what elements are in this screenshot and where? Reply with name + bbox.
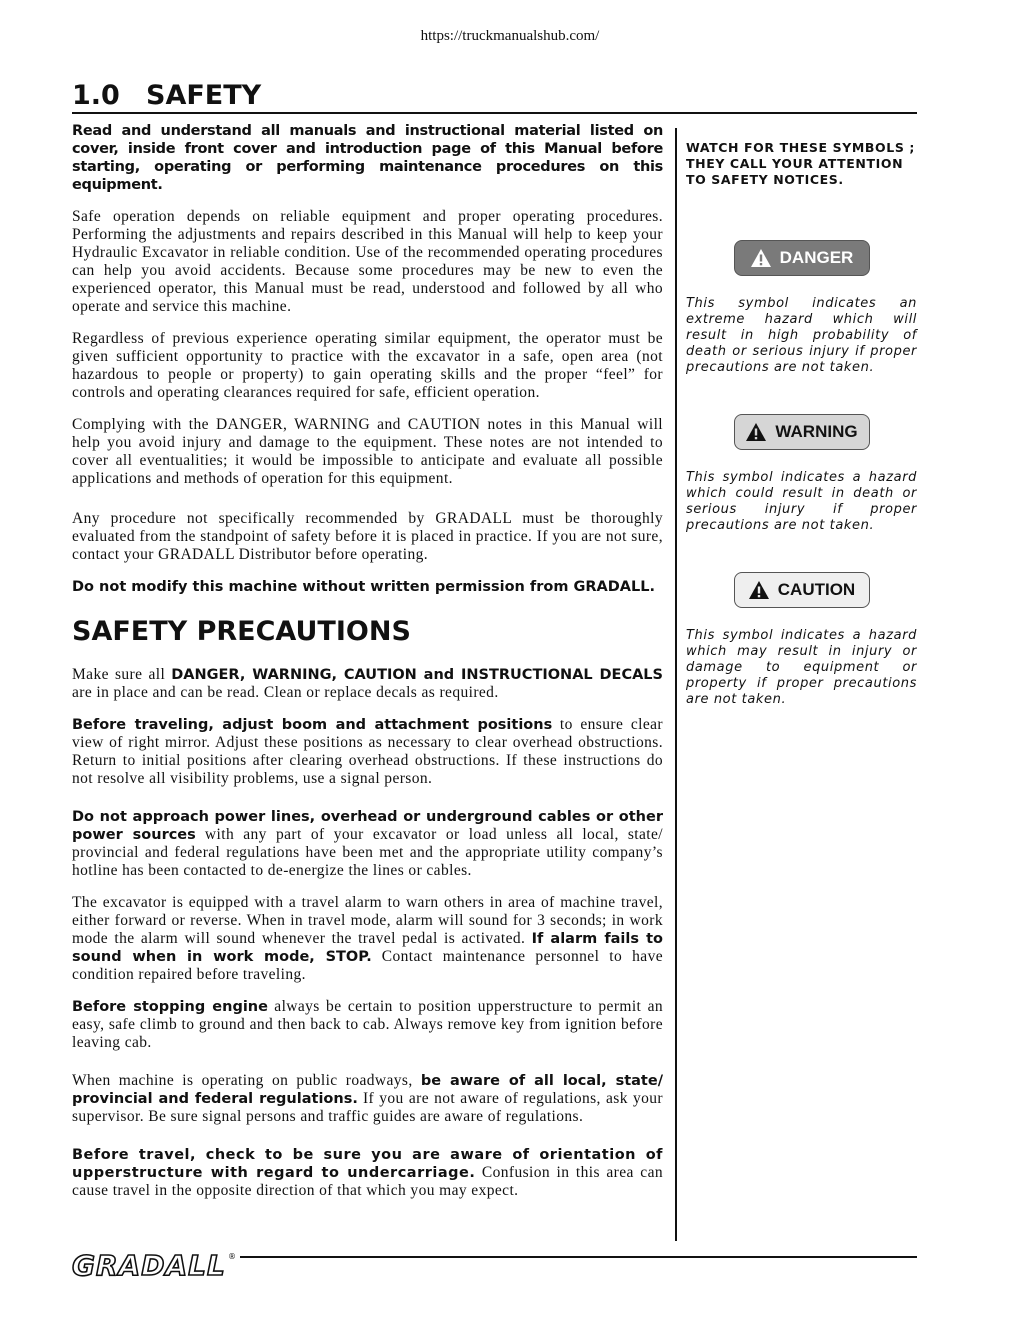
intro-paragraph-3: Complying with the DANGER, WARNING and CAUTION notes in this Manual will help you avoid injury and damage to the equipment. These notes are not intended to cover all eventualities; it would be impossible to anticipate and evaluate all possible applications and methods of operation for this equipment. bbox=[72, 416, 663, 487]
caution-label: CAUTION bbox=[777, 580, 856, 599]
precaution-item: Before traveling, adjust boom and attachment positions to ensure clear view of right mirror. Adjust these positions as necessary to clear overhead obstructions. Return to initial positions after clearing overhead obstructions. If these instructions do not resolve all visibility problems, use a signal person. bbox=[72, 716, 663, 787]
precaution-item: Make sure all DANGER, WARNING, CAUTION and INSTRUCTIONAL DECALS are in place and can be read. Clean or replace decals as required. bbox=[72, 666, 663, 701]
precaution-item: Before stopping engine always be certain to position upperstructure to permit an easy, safe climb to ground and then back to cab. Always remove key from ignition before leaving cab. bbox=[72, 998, 663, 1051]
warning-label: WARNING bbox=[775, 422, 858, 441]
section-heading bbox=[72, 80, 917, 114]
section-number: 1.0 bbox=[72, 80, 120, 111]
alert-triangle-icon bbox=[750, 248, 772, 268]
danger-description: This symbol indicates an extreme hazard which will result in high probability of death or serious injury if proper precautions are not taken. bbox=[686, 296, 917, 375]
svg-text:GRADALL: GRADALL bbox=[72, 1249, 226, 1279]
intro-paragraph-2: Regardless of previous experience operating similar equipment, the operator must be given sufficient opportunity to practice with the excavator in a safe, open area (not hazardous to people or property) to gain operating skills and the proper “feel” for controls and operating clearances required for safe, efficient operation. bbox=[72, 330, 663, 401]
precaution-item: When machine is operating on public roadways, be aware of all local, state/ provincial and federal regulations. If you are not aware of regulations, ask your supervisor. Be sure signal persons and traffic guides are aware of regulations. bbox=[72, 1072, 663, 1125]
alert-triangle-icon bbox=[745, 422, 767, 442]
precaution-item: Do not approach power lines, overhead or underground cables or other power sources with any part of your excavator or load unless all local, state/ provincial and federal regulations have been met and the appropriate utility company’s hotline has been contacted to de-energize the lines or cables. bbox=[72, 809, 663, 879]
warning-description: This symbol indicates a hazard which could result in death or serious injury if proper precautions are not taken. bbox=[686, 470, 917, 533]
source-url[interactable]: https://truckmanualshub.com/ bbox=[420, 28, 600, 44]
modify-warning: Do not modify this machine without written permission from GRADALL. bbox=[72, 579, 656, 595]
intro-lead: Read and understand all manuals and instructional material listed on cover, inside front cover and introduction page of this Manual before starting, operating or performing maintenance procedures on this equipment. bbox=[72, 123, 663, 193]
watch-symbols-note: WATCH FOR THESE SYMBOLS ; THEY CALL YOUR ATTENTION TO SAFETY NOTICES. bbox=[686, 140, 915, 187]
symbols-sidebar bbox=[686, 140, 917, 708]
intro-paragraph-4: Any procedure not specifically recommended by GRADALL must be thoroughly evaluated from the standpoint of safety before it is placed in practice. If you are not sure, contact your GRADALL Distributor before operating. bbox=[72, 510, 663, 563]
danger-badge bbox=[734, 240, 870, 276]
caution-badge bbox=[734, 572, 870, 608]
section-title: SAFETY bbox=[146, 80, 262, 111]
footer-rule bbox=[240, 1256, 917, 1258]
danger-label: DANGER bbox=[779, 248, 854, 267]
precautions-title: SAFETY PRECAUTIONS bbox=[72, 616, 411, 647]
alert-triangle-icon bbox=[748, 580, 770, 600]
precaution-item: The excavator is equipped with a travel alarm to warn others in area of machine travel, either forward or reverse. When in travel mode, alarm will sound for 3 seconds; in work mode the alarm will sound whenever the travel pedal is activated. If alarm fails to sound when in work mode, STOP. Contact maintenance personnel to have condition repaired before traveling. bbox=[72, 894, 663, 983]
precaution-item: Before travel, check to be sure you are aware of orientation of upperstructure with regard to undercarriage. Confusion in this area can cause travel in the opposite direction of that which you may expect. bbox=[72, 1147, 663, 1199]
svg-text:®: ® bbox=[228, 1252, 236, 1261]
caution-description: This symbol indicates a hazard which may result in injury or damage to equipment or property if proper precautions are not taken. bbox=[686, 628, 917, 707]
column-divider bbox=[675, 128, 677, 1241]
warning-badge bbox=[734, 414, 870, 450]
intro-paragraph-1: Safe operation depends on reliable equipment and proper operating procedures. Performing the adjustments and repairs described in this Manual will help to keep your Hydraulic Excavator in reliable condition. Use of the recommended operating procedures can help you avoid accidents. Because some procedures may be new to even the experienced operator, this Manual must be read, understood and followed by all who operate and service this machine. bbox=[72, 208, 663, 315]
main-column bbox=[72, 122, 663, 1214]
gradall-logo bbox=[72, 1249, 237, 1279]
